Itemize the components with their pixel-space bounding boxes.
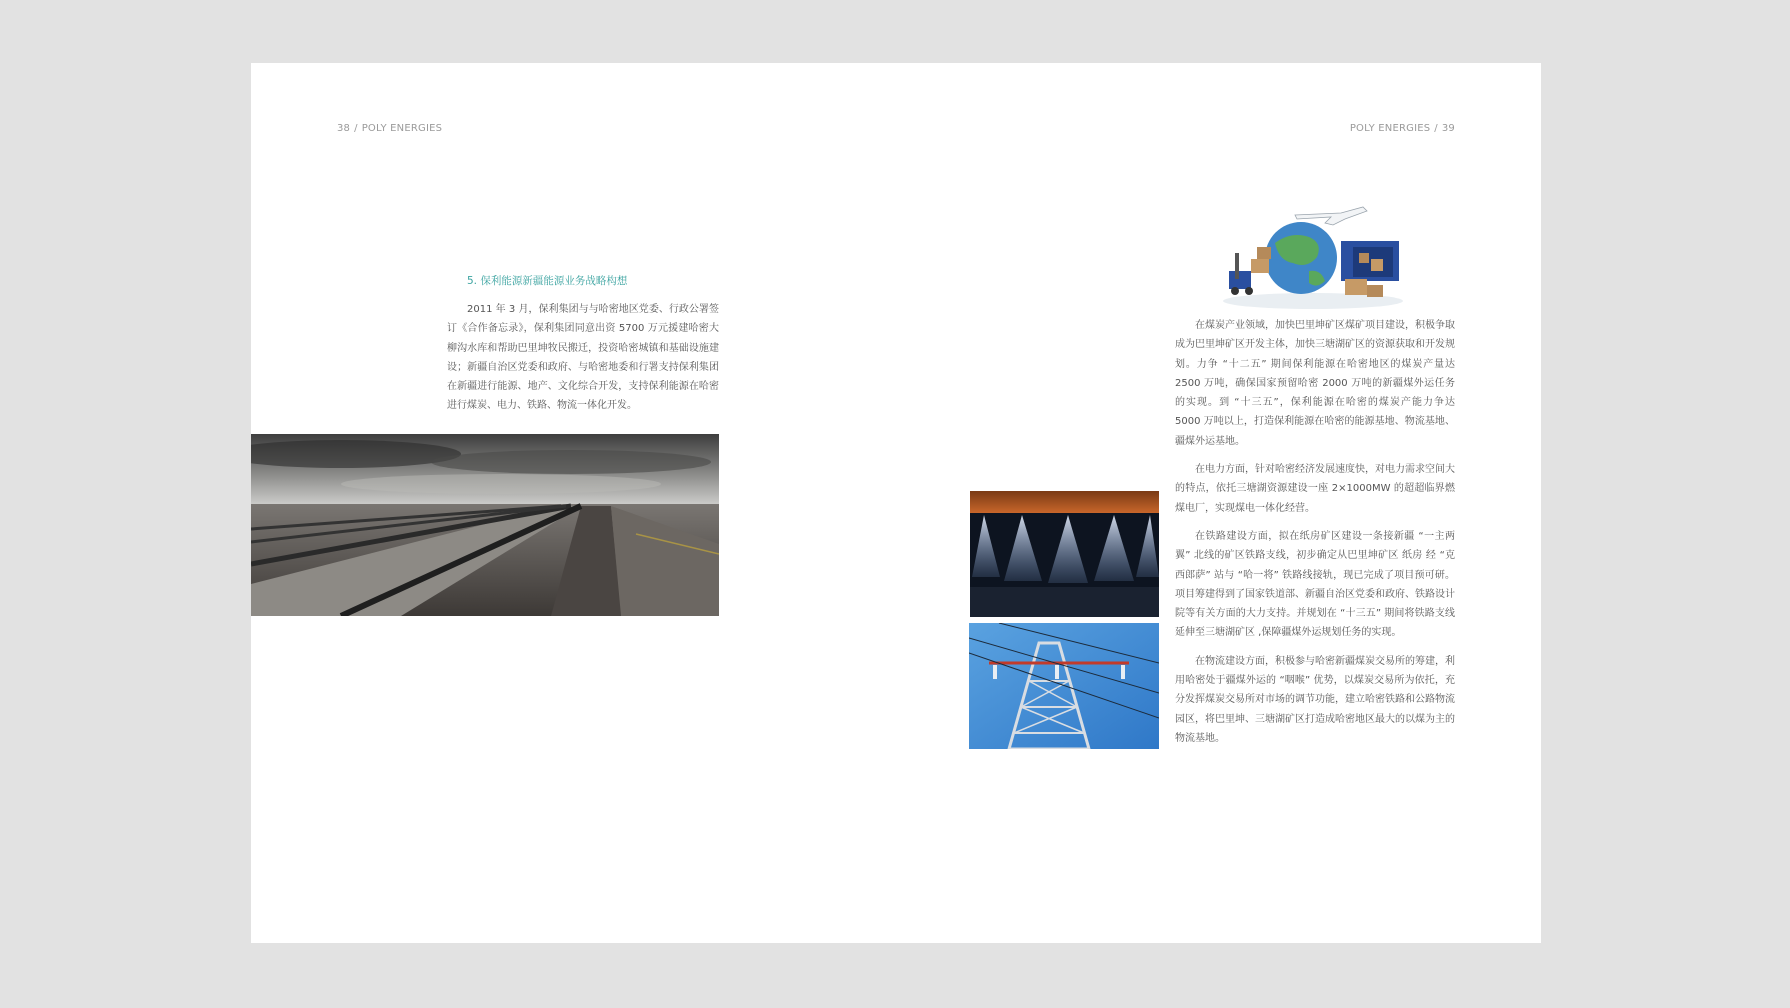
page-number-left: 38 <box>337 123 351 134</box>
header-title-left: POLY ENERGIES <box>361 123 443 134</box>
header-separator: / <box>354 123 358 134</box>
spray-illustration <box>970 491 1159 617</box>
railway-illustration <box>251 434 719 616</box>
logistics-illustration <box>1213 173 1413 323</box>
brochure-spread <box>251 63 1541 943</box>
left-body-text <box>447 300 719 425</box>
header-title-right: POLY ENERGIES <box>1349 123 1431 134</box>
right-body-text <box>1175 316 1455 757</box>
page-header-left <box>337 123 442 134</box>
industrial-spray-photo <box>970 491 1159 617</box>
paragraph: 2011 年 3 月，保利集团与与哈密地区党委、行政公署签订《合作备忘录》，保利集团同意出资 5700 万元援建哈密大柳沟水库和帮助巴里坤牧民搬迁，投资哈密城镇和基础设施建设；新疆自治区党委和政府、与哈密地委和行署支持保利集团在新疆进行能源、地产、文化综合开发，支持保利能源在哈密进行煤炭、电力、铁路、物流一体化开发。 <box>447 304 719 412</box>
paragraph: 在电力方面，针对哈密经济发展速度快，对电力需求空间大的特点，依托三塘湖资源建设一座 2×1000MW 的超超临界燃煤电厂，实现煤电一体化经营。 <box>1175 464 1455 514</box>
page-header-right <box>1350 123 1455 134</box>
railway-tracks-photo <box>251 434 719 616</box>
paragraph: 在煤炭产业领域，加快巴里坤矿区煤矿项目建设，积极争取成为巴里坤矿区开发主体，加快三塘湖矿区的资源获取和开发规划。力争 “十二五” 期间保利能源在哈密地区的煤炭产量达 2500 万吨，确保国家预留哈密 2000 万吨的新疆煤外运任务的实现。到 “十三五”，保利能源在哈密的煤炭产能力争达 5000 万吨以上，打造保利能源在哈密的能源基地、物流基地、疆煤外运基地。 <box>1175 320 1455 447</box>
header-separator: / <box>1434 123 1438 134</box>
tower-illustration <box>969 623 1159 749</box>
paragraph: 在铁路建设方面，拟在纸房矿区建设一条接新疆 “一主两翼” 北线的矿区铁路支线，初步确定从巴里坤矿区 纸房 经 “克西郎萨” 站与 “哈一将” 铁路线接轨，现已完成了项目预可研。项目筹建得到了国家铁道部、新疆自治区党委和政府、铁路设计院等有关方面的大力支持。并规划在 “十三五” 期间将铁路支线延伸至三塘湖矿区 ,保障疆煤外运规划任务的实现。 <box>1175 530 1455 639</box>
page-number-right: 39 <box>1441 123 1455 134</box>
section-title: 5. 保利能源新疆能源业务战略构想 <box>467 275 628 287</box>
paragraph: 在物流建设方面，积极参与哈密新疆煤炭交易所的筹建，利用哈密处于疆煤外运的 “咽喉” 优势，以煤炭交易所为依托，充分发挥煤炭交易所对市场的调节功能，建立哈密铁路和公路物流园区，将巴里坤、三塘湖矿区打造成哈密地区最大的以煤为主的物流基地。 <box>1175 655 1455 744</box>
power-transmission-tower-photo <box>969 623 1159 749</box>
logistics-globe-illustration <box>1213 173 1413 323</box>
